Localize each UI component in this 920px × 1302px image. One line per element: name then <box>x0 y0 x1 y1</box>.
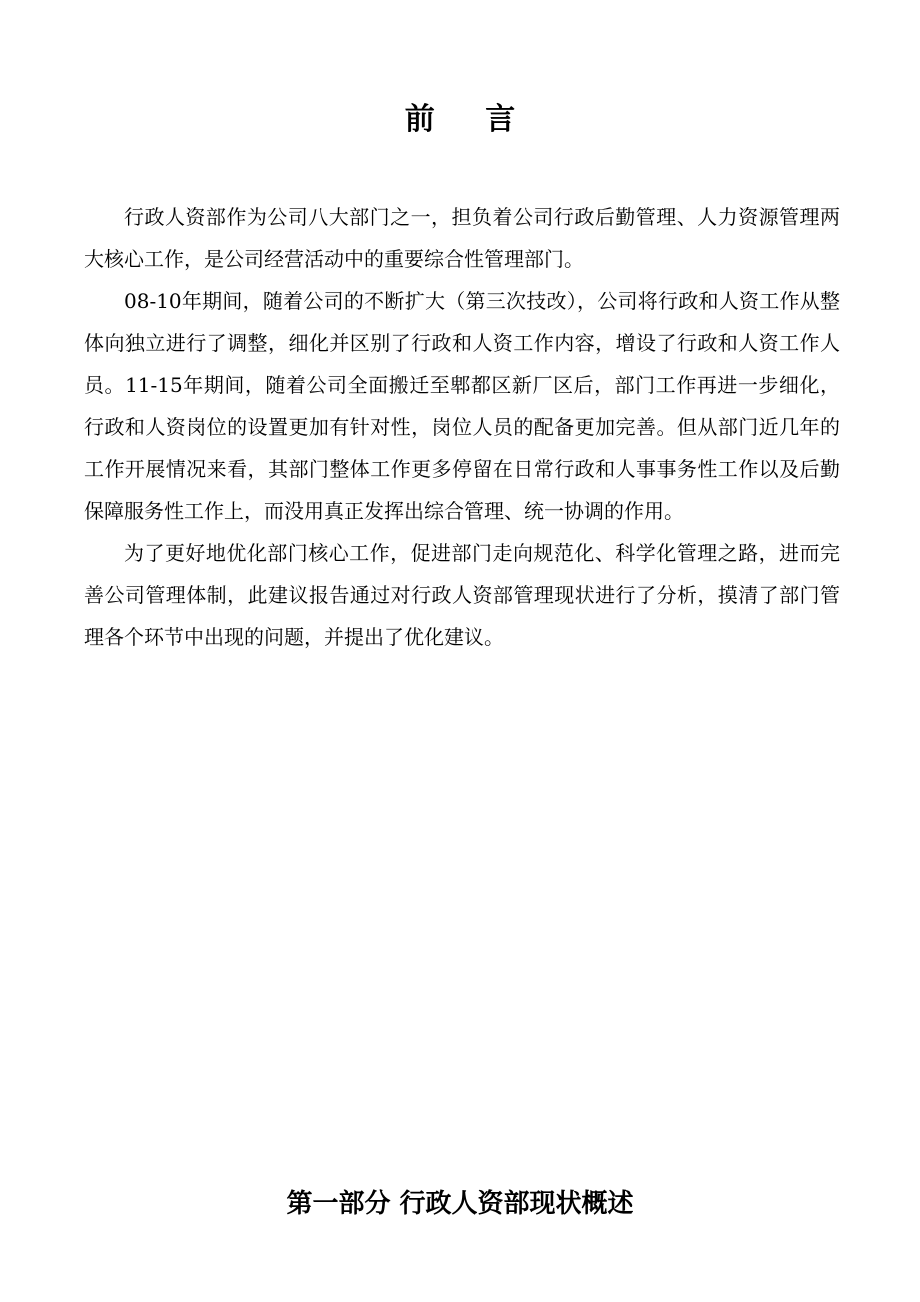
preface-body <box>84 196 840 658</box>
paragraph-3: 为了更好地优化部门核心工作，促进部门走向规范化、科学化管理之路，进而完善公司管理体制，此建议报告通过对行政人资部管理现状进行了分析，摸清了部门管理各个环节中出现的问题，并提出了优化建议。 <box>84 541 840 649</box>
section-heading: 第一部分 行政人资部现状概述 <box>286 1189 634 1219</box>
paragraph-1: 行政人资部作为公司八大部门之一，担负着公司行政后勤管理、人力资源管理两大核心工作，是公司经营活动中的重要综合性管理部门。 <box>84 205 840 271</box>
paragraph-2: 08-10年期间，随着公司的不断扩大（第三次技改），公司将行政和人资工作从整体向独立进行了调整，细化并区别了行政和人资工作内容，增设了行政和人资工作人员。11-15年期间，随着公司全面搬迁至郫都区新厂区后，部门工作再进一步细化，行政和人资岗位的设置更加有针对性，岗位人员的配备更加完善。但从部门近几年的工作开展情况来看，其部门整体工作更多停留在日常行政和人事事务性工作以及后勤保障服务性工作上，而没用真正发挥出综合管理、统一协调的作用。 <box>84 289 840 523</box>
page-title: 前 言 <box>404 102 536 137</box>
